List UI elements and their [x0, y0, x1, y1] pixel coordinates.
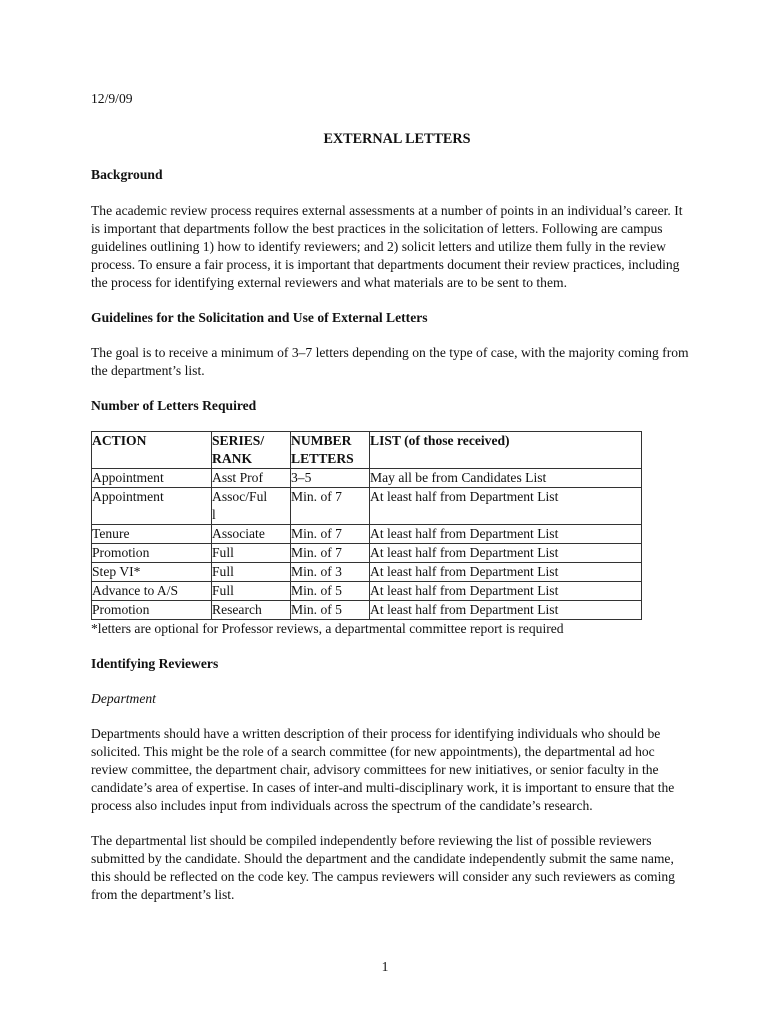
- table-cell: Appointment: [92, 488, 212, 525]
- table-footnote: *letters are optional for Professor reviews, a departmental committee report is required: [91, 621, 564, 636]
- table-cell: Min. of 5: [291, 582, 370, 601]
- guidelines-paragraph: The goal is to receive a minimum of 3–7 letters depending on the type of case, with the majority coming from the department’s list.: [91, 345, 689, 378]
- table-cell: At least half from Department List: [370, 582, 642, 601]
- table-cell: Min. of 7: [291, 525, 370, 544]
- letters-required-heading: Number of Letters Required: [91, 398, 257, 413]
- department-paragraph-2: The departmental list should be compiled independently before reviewing the list of possible reviewers submitted by the candidate. Should the department and the candidate independently submit the same name, this should be reflected on the code key. The campus reviewers will consider any such reviewers as coming from the department’s list.: [91, 833, 675, 902]
- table-cell: Assoc/Ful l: [212, 488, 291, 525]
- table-cell: Appointment: [92, 469, 212, 488]
- document-title: EXTERNAL LETTERS: [323, 131, 471, 147]
- identifying-reviewers-heading: Identifying Reviewers: [91, 656, 219, 671]
- column-header-list: LIST (of those received): [370, 432, 642, 469]
- table-cell: At least half from Department List: [370, 525, 642, 544]
- department-paragraph-1: Departments should have a written description of their process for identifying individuals who should be solicited. This might be the role of a search committee (for new appointments), the departmental ad hoc review committee, the department chair, advisory committees for new initiatives, or senior faculty in the candidate’s area of expertise. In cases of inter-and multi-disciplinary work, it is important to ensure that the process also includes input from individuals across the spectrum of the candidate’s research.: [91, 726, 675, 813]
- table-cell: At least half from Department List: [370, 601, 642, 620]
- table-cell: Tenure: [92, 525, 212, 544]
- document-date: 12/9/09: [91, 91, 133, 106]
- table-row: [92, 582, 642, 601]
- table-row: [92, 525, 642, 544]
- table-cell: Promotion: [92, 544, 212, 563]
- table-row: [92, 563, 642, 582]
- column-header-series-rank: SERIES/ RANK: [212, 432, 291, 469]
- letters-required-table: [91, 431, 642, 620]
- table-cell: Min. of 7: [291, 544, 370, 563]
- background-paragraph: The academic review process requires external assessments at a number of points in an individual’s career. It is important that departments follow the best practices in the solicitation of letters. Following are campus guidelines outlining 1) how to identify reviewers; and 2) solicit letters and utilize them fully in the review process. To ensure a fair process, it is important that departments document their review practices, including the process for identifying external reviewers and what materials are to be sent to them.: [91, 203, 683, 290]
- document-page: [91, 90, 691, 904]
- table-header-row: [92, 432, 642, 469]
- column-header-number-letters: NUMBER LETTERS: [291, 432, 370, 469]
- table-cell: Full: [212, 582, 291, 601]
- table-cell: At least half from Department List: [370, 563, 642, 582]
- table-cell: At least half from Department List: [370, 488, 642, 525]
- table-cell: Asst Prof: [212, 469, 291, 488]
- table-cell: Research: [212, 601, 291, 620]
- table-cell: Min. of 7: [291, 488, 370, 525]
- page-number: 1: [381, 959, 389, 974]
- table-cell: 3–5: [291, 469, 370, 488]
- table-row: [92, 601, 642, 620]
- table-cell: Step VI*: [92, 563, 212, 582]
- guidelines-heading: Guidelines for the Solicitation and Use of External Letters: [91, 310, 428, 325]
- background-heading: Background: [91, 167, 163, 182]
- table-cell: Min. of 5: [291, 601, 370, 620]
- table-row: [92, 488, 642, 525]
- table-cell: Promotion: [92, 601, 212, 620]
- table-cell: Associate: [212, 525, 291, 544]
- table-cell: Advance to A/S: [92, 582, 212, 601]
- table-cell: At least half from Department List: [370, 544, 642, 563]
- table-row: [92, 544, 642, 563]
- department-subheading: Department: [91, 691, 156, 706]
- table-cell: May all be from Candidates List: [370, 469, 642, 488]
- table-cell: Min. of 3: [291, 563, 370, 582]
- table-row: [92, 469, 642, 488]
- table-cell: Full: [212, 563, 291, 582]
- column-header-action: ACTION: [92, 432, 212, 469]
- table-cell: Full: [212, 544, 291, 563]
